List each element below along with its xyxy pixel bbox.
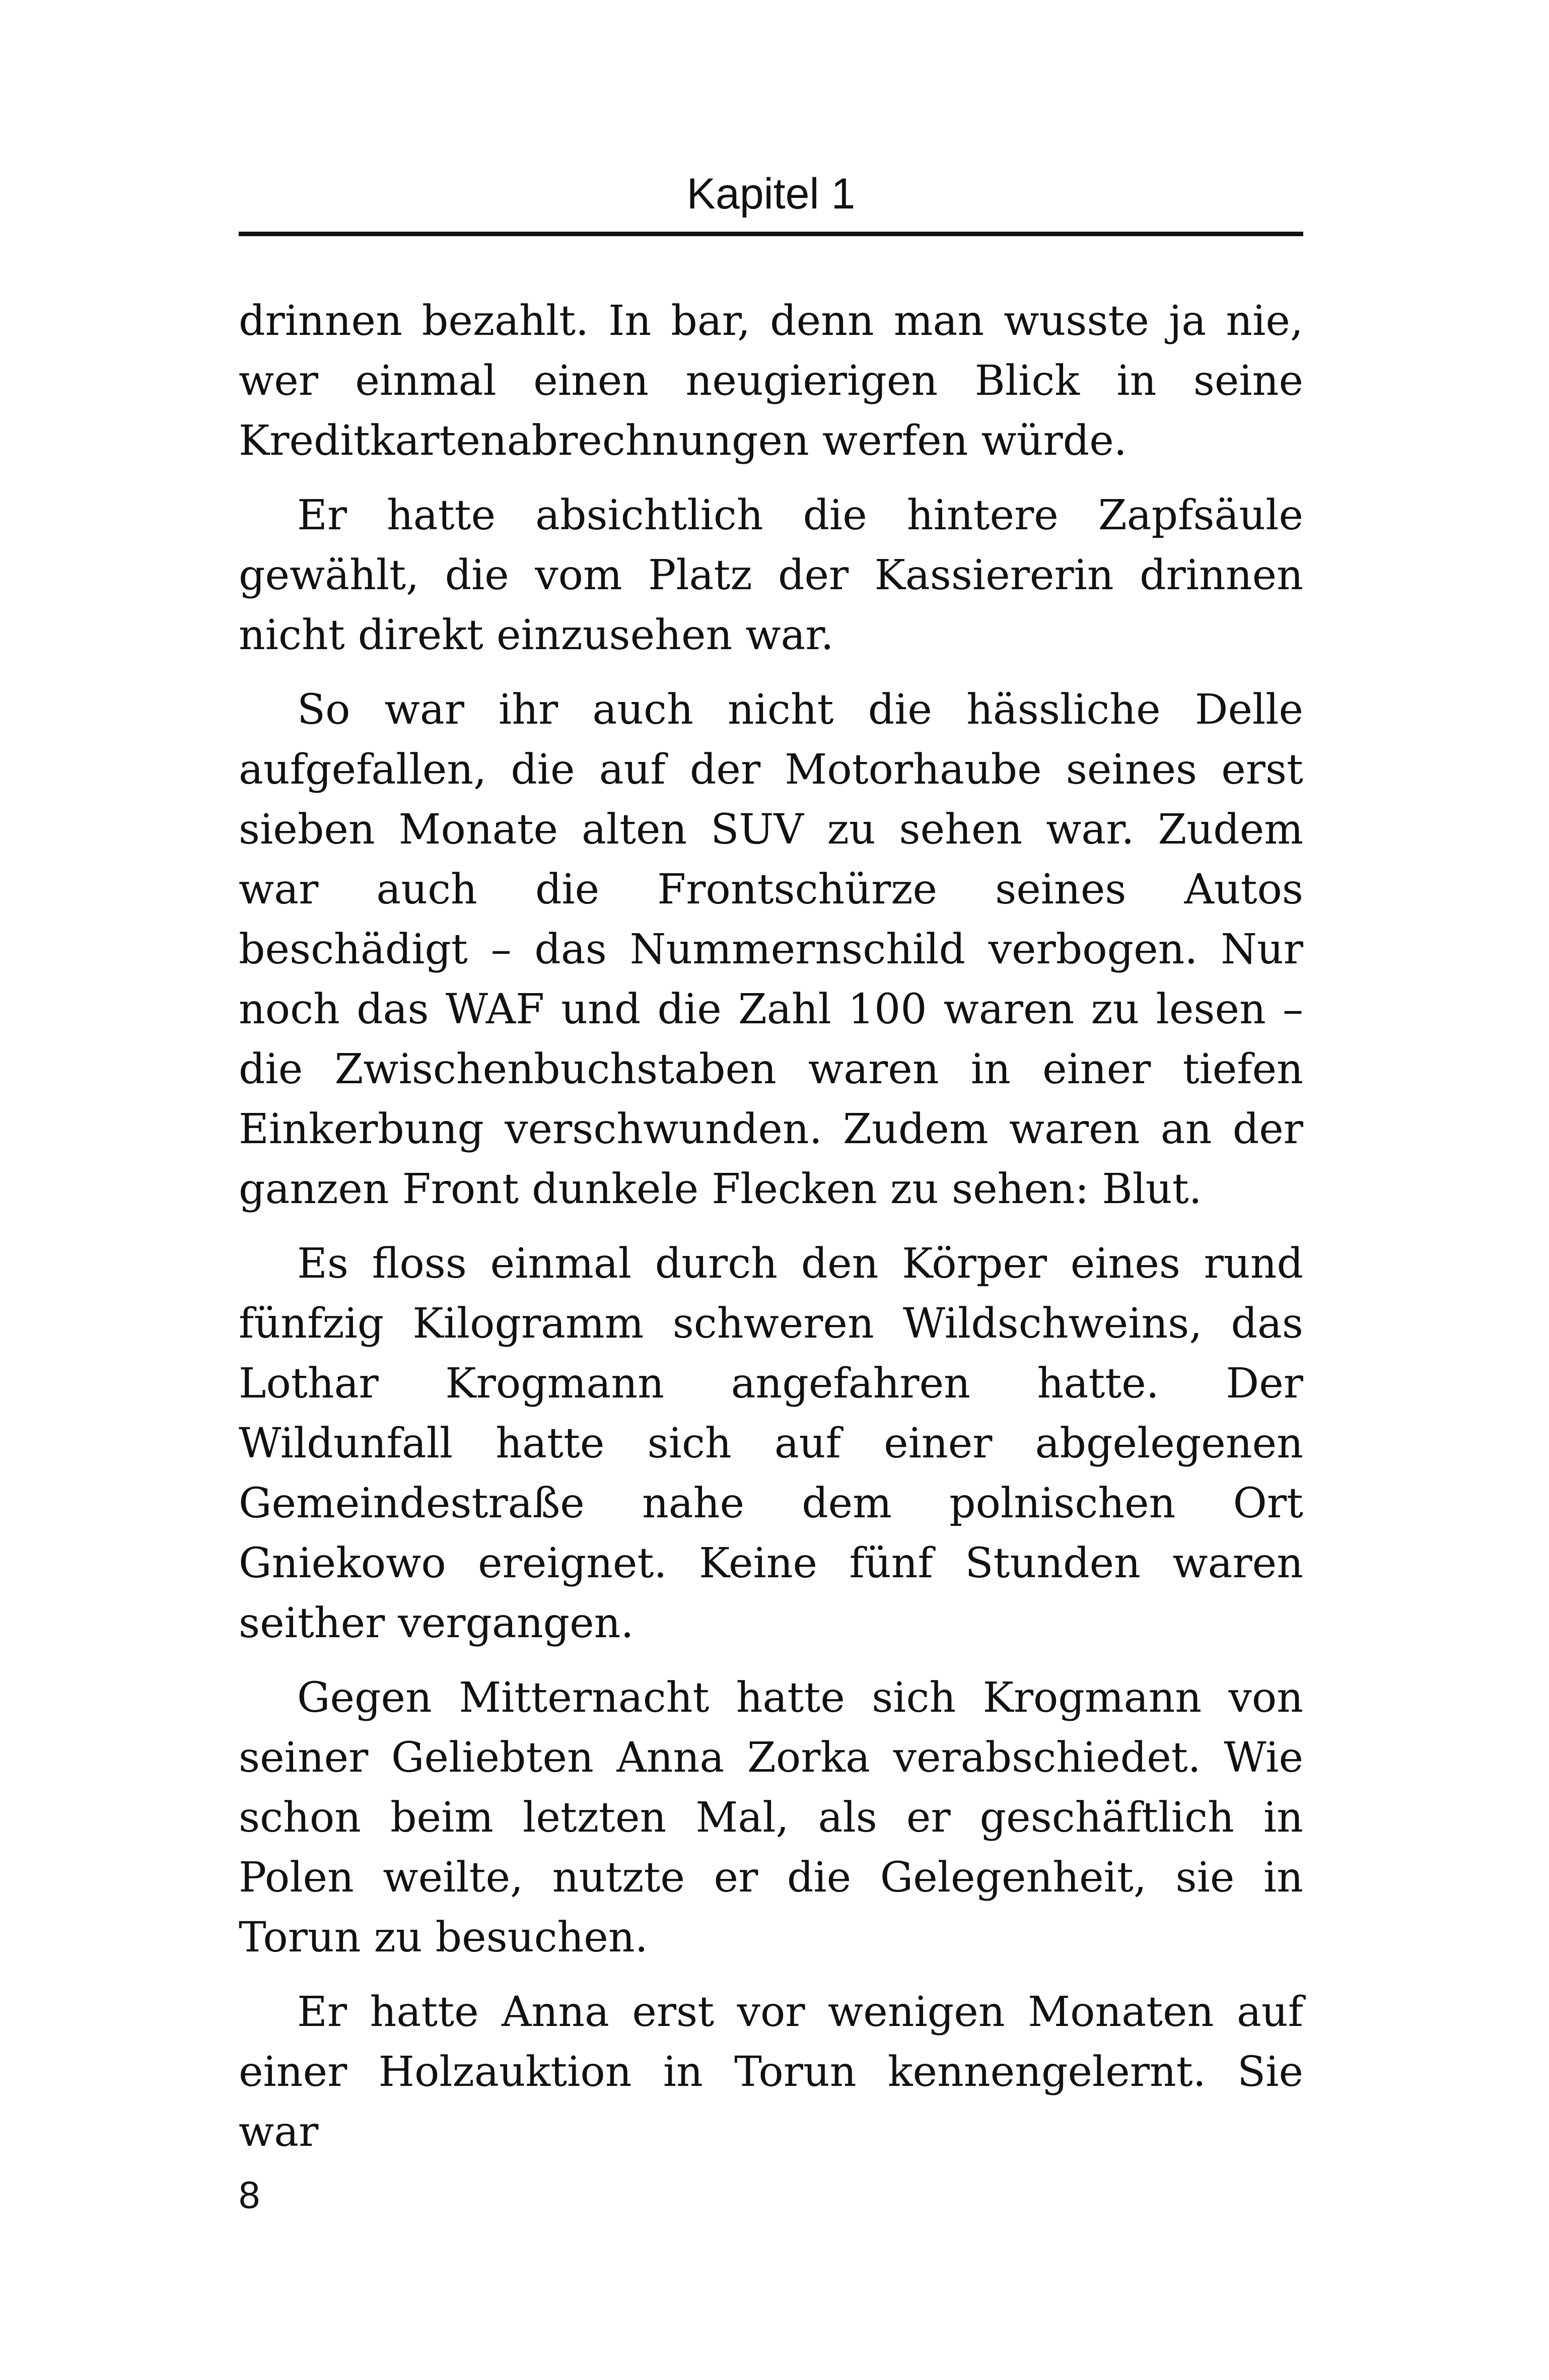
paragraph-4: Es floss einmal durch den Körper eines rund fünfzig Kilogramm schweren Wildschweins, das Lothar Krogmann angefahren hatte. Der Wildunfall hatte sich auf einer abgelegenen Gemeindestraße nahe dem polnischen Ort Gniekowo ereignet. Keine fünf Stunden waren seither vergangen. xyxy=(239,1240,1303,1647)
paragraph-3: So war ihr auch nicht die hässliche Delle aufgefallen, die auf der Motorhaube seines erst sieben Monate alten SUV zu sehen war. Zudem war auch die Frontschürze seines Autos beschädigt – das Nummernschild verbogen. Nur noch das WAF und die Zahl 100 waren zu lesen – die Zwischenbuchstaben waren in einer tiefen Einkerbung verschwunden. Zudem waren an der ganzen Front dunkele Flecken zu sehen: Blut. xyxy=(239,686,1303,1213)
paragraph-1: drinnen bezahlt. In bar, denn man wusste ja nie, wer einmal einen neugierigen Blick in seine Kreditkartenabrechnungen werfen würde. xyxy=(239,297,1303,465)
page-number: 8 xyxy=(239,2174,260,2217)
running-header-title: Kapitel 1 xyxy=(686,170,856,218)
paragraph-5: Gegen Mitternacht hatte sich Krogmann von seiner Geliebten Anna Zorka verabschiedet. Wie schon beim letzten Mal, als er geschäftlich in Polen weilte, nutzte er die Gelegenheit, sie in Torun zu besuchen. xyxy=(239,1674,1303,1962)
paragraph-2: Er hatte absichtlich die hintere Zapfsäule gewählt, die vom Platz der Kassiererin drinnen nicht direkt einzusehen war. xyxy=(239,492,1303,659)
paragraph-6: Er hatte Anna erst vor wenigen Monaten auf einer Holzauktion in Torun kennengelernt. Sie war xyxy=(239,1988,1303,2156)
header-divider-rule xyxy=(239,232,1303,236)
body-text xyxy=(239,291,1303,2177)
